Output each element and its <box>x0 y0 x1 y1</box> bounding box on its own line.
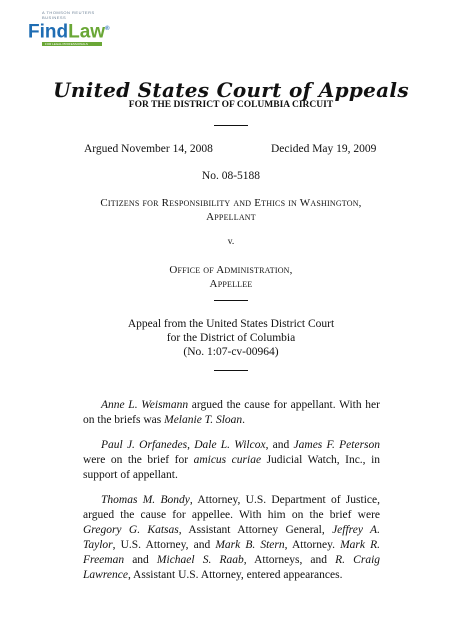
logo-wordmark <box>28 20 118 41</box>
appellant-role: Appellant <box>206 211 256 223</box>
attorney-name: Gregory G. Katsas <box>83 524 179 536</box>
attorney-name: Michael S. Raab <box>156 554 244 566</box>
attorney-name: Melanie T. Sloan <box>164 414 243 426</box>
attorney-name: Mark B. Stern <box>215 539 285 551</box>
attorney-name: Dale L. Wilcox <box>194 439 266 451</box>
attorney-name: Paul J. Orfanedes <box>101 439 188 451</box>
appellant-name: Citizens for Responsibility and Ethics in Washington, <box>100 197 362 209</box>
court-title: United States Court of Appeals <box>53 78 409 102</box>
appellee-role: Appellee <box>209 278 253 290</box>
logo-subtitle: FOR LEGAL PROFESSIONALS <box>45 42 88 47</box>
counsel-paragraph-amicus: Paul J. Orfanedes, Dale L. Wilcox, and James F. Peterson were on the brief for amicus curiae Judicial Watch, Inc., in support of appellant. <box>83 439 381 481</box>
case-number: No. 08-5188 <box>201 170 261 182</box>
findlaw-logo[interactable] <box>28 10 118 47</box>
logo-tagline: A THOMSON REUTERS BUSINESS <box>42 10 95 20</box>
versus: v. <box>227 237 235 247</box>
decided-date: Decided May 19, 2009 <box>271 143 377 155</box>
attorney-name: Thomas M. Bondy <box>101 494 190 506</box>
attorney-name: Jeffrey A. Taylor <box>83 524 380 551</box>
lower-court-docket: (No. 1:07-cv-00964) <box>183 346 279 358</box>
divider-rule <box>214 300 248 301</box>
argued-date: Argued November 14, 2008 <box>84 143 213 155</box>
logo-law-text: Law <box>68 21 106 43</box>
appeal-origin-line2: for the District of Columbia <box>166 332 296 344</box>
divider-rule <box>214 125 248 126</box>
attorney-name: Mark R. Freeman <box>83 539 381 566</box>
logo-find-text: Find <box>28 21 69 43</box>
logo-bar <box>42 42 102 46</box>
counsel-paragraph-appellee: Thomas M. Bondy, Attorney, U.S. Department of Justice, argued the cause for appellee. With him on the brief were Gregory G. Katsas, Assistant Attorney General, Jeffrey A. Taylor, U.S. Attorney, and Mark B. Stern, Attorney. Mark R. Freeman and Michael S. Raab, Attorneys, and R. Craig Lawrence, Assistant U.S. Attorney, entered appearances. <box>83 494 381 581</box>
amicus-term: amicus curiae <box>193 454 262 466</box>
circuit-subtitle: FOR THE DISTRICT OF COLUMBIA CIRCUIT <box>128 100 334 110</box>
attorney-name: James F. Peterson <box>293 439 381 451</box>
logo-registered-mark: ® <box>105 26 110 32</box>
attorney-name: R. Craig Lawrence <box>83 554 381 581</box>
counsel-paragraph-appellant: Anne L. Weismann argued the cause for appellant. With her on the briefs was Melanie T. Sloan. <box>83 399 380 426</box>
divider-rule <box>214 370 248 371</box>
appeal-origin-line1: Appeal from the United States District Court <box>127 318 335 330</box>
appellee-name: Office of Administration, <box>169 264 293 276</box>
attorney-name: Anne L. Weismann <box>101 399 189 411</box>
